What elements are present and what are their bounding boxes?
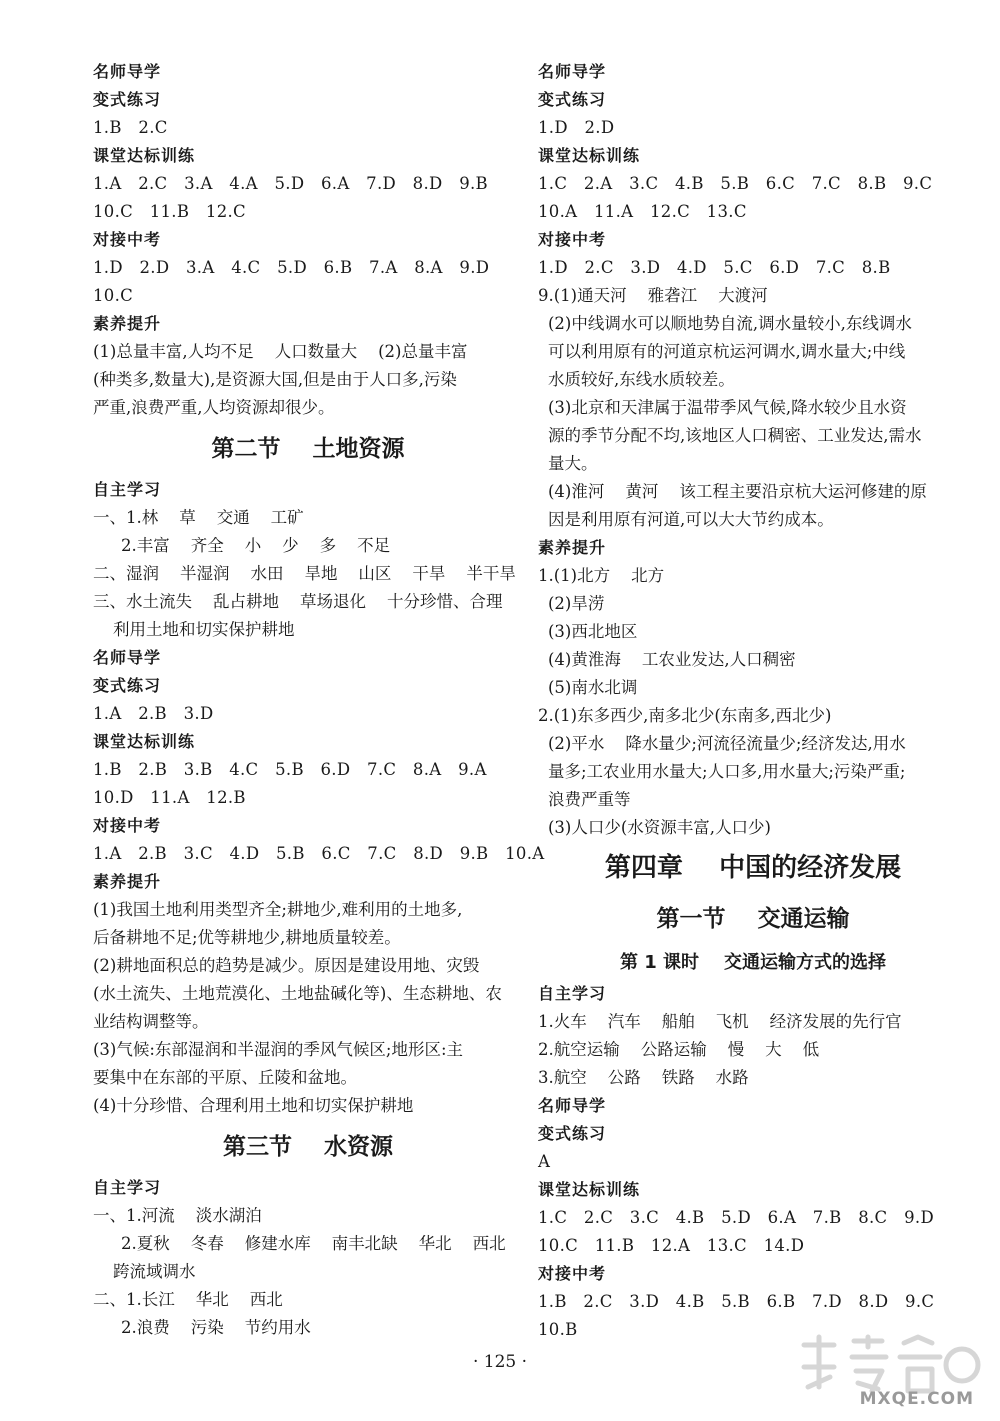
right-heading: 课堂达标训练 — [538, 146, 641, 165]
left-heading: 变式练习 — [93, 90, 162, 109]
right-column — [538, 58, 968, 1344]
left-text-line: (1)我国土地利用类型齐全;耕地少,难利用的土地多, — [93, 900, 463, 919]
right-chapter-title: 第四章 中国的经济发展 — [604, 853, 902, 883]
page-number: · 125 · — [472, 1352, 528, 1372]
right-text-line: 可以利用原有的河道京杭运河调水,调水量大;中线 — [548, 342, 906, 361]
left-text-line: (种类多,数量大),是资源大国,但是由于人口多,污染 — [93, 370, 457, 389]
right-text-line: 2.(1)东多西少,南多北少(东南多,西北少) — [538, 706, 832, 725]
right-answer-line: 1.B 2.C 3.D 4.B 5.B 6.B 7.D 8.D 9.C — [538, 1292, 935, 1311]
left-text-line: (1)总量丰富,人均不足 人口数量大 (2)总量丰富 — [93, 342, 468, 361]
right-text-line: (5)南水北调 — [548, 678, 638, 697]
left-answer-line: 10.C 11.B 12.C — [93, 202, 246, 221]
right-answer-line: 1.D 2.C 3.D 4.D 5.C 6.D 7.C 8.B — [538, 258, 891, 277]
right-text-line: 9.(1)通天河 雅砻江 大渡河 — [538, 286, 768, 305]
left-heading: 自主学习 — [93, 480, 162, 499]
left-heading: 素养提升 — [93, 872, 162, 891]
left-text-line: 严重,浪费严重,人均资源却很少。 — [93, 398, 335, 417]
left-answer-line: 1.A 2.B 3.C 4.D 5.B 6.C 7.C 8.D 9.B 10.A — [93, 844, 545, 863]
watermark-url: MXQE.COM — [859, 1389, 974, 1409]
right-heading: 素养提升 — [538, 538, 607, 557]
right-text-line: (2)旱涝 — [548, 594, 605, 613]
right-heading: 变式练习 — [538, 1124, 607, 1143]
right-answer-line: 1.C 2.A 3.C 4.B 5.B 6.C 7.C 8.B 9.C — [538, 174, 933, 193]
right-heading: 对接中考 — [538, 1264, 607, 1283]
right-text-line: 2.航空运输 公路运输 慢 大 低 — [538, 1040, 820, 1059]
right-heading: 变式练习 — [538, 90, 607, 109]
left-answer-line: 1.A 2.C 3.A 4.A 5.D 6.A 7.D 8.D 9.B — [93, 174, 488, 193]
left-answer-line: 1.D 2.D 3.A 4.C 5.D 6.B 7.A 8.A 9.D — [93, 258, 490, 277]
left-text-line: (水土流失、土地荒漠化、土地盐碱化等)、生态耕地、农 — [93, 984, 502, 1003]
left-text-line: (2)耕地面积总的趋势是减少。原因是建设用地、灾毁 — [93, 956, 480, 975]
left-text-line: 跨流域调水 — [113, 1262, 196, 1281]
left-text-line: (3)气候:东部湿润和半湿润的季风气候区;地形区:主 — [93, 1040, 464, 1059]
left-answer-line: 10.C — [93, 286, 134, 305]
right-heading: 名师导学 — [538, 62, 607, 81]
left-heading: 变式练习 — [93, 676, 162, 695]
right-answer-line: 10.A 11.A 12.C 13.C — [538, 202, 747, 221]
left-text-line: 利用土地和切实保护耕地 — [113, 620, 295, 639]
right-text-line: 3.航空 公路 铁路 水路 — [538, 1068, 749, 1087]
right-text-line: 量大。 — [548, 454, 598, 473]
left-heading: 名师导学 — [93, 648, 162, 667]
right-heading: 自主学习 — [538, 984, 607, 1003]
left-text-line: 二、1.长江 华北 西北 — [93, 1290, 283, 1309]
right-answer-line: 1.C 2.C 3.C 4.B 5.D 6.A 7.B 8.C 9.D — [538, 1208, 934, 1227]
right-heading: 名师导学 — [538, 1096, 607, 1115]
left-column — [93, 58, 545, 1342]
right-text-line: 因是利用原有河道,可以大大节约成本。 — [548, 510, 834, 529]
right-text-line: 浪费严重等 — [548, 790, 631, 809]
left-text-line: 二、湿润 半湿润 水田 旱地 山区 干旱 半干旱 — [93, 564, 516, 583]
right-text-line: 源的季节分配不均,该地区人口稠密、工业发达,需水 — [548, 426, 922, 445]
left-heading: 对接中考 — [93, 230, 162, 249]
left-text-line: 要集中在东部的平原、丘陵和盆地。 — [93, 1068, 357, 1087]
right-answer-line: 10.B — [538, 1320, 578, 1339]
left-heading: 对接中考 — [93, 816, 162, 835]
right-text-line: (4)淮河 黄河 该工程主要沿京杭大运河修建的原 — [548, 482, 927, 501]
right-answer-line: 1.D 2.D — [538, 118, 615, 137]
right-section-title: 第一节 交通运输 — [656, 906, 850, 932]
left-section-title: 第二节 土地资源 — [211, 436, 405, 462]
left-heading: 自主学习 — [93, 1178, 162, 1197]
right-text-line: 量多;工农业用水量大;人口多,用水量大;污染严重; — [548, 762, 906, 781]
left-answer-line: 1.B 2.B 3.B 4.C 5.B 6.D 7.C 8.A 9.A — [93, 760, 487, 779]
left-answer-line: 1.B 2.C — [93, 118, 168, 137]
left-text-line: 业结构调整等。 — [93, 1012, 209, 1031]
right-answer-line: 10.C 11.B 12.A 13.C 14.D — [538, 1236, 805, 1255]
right-text-line: (3)北京和天津属于温带季风气候,降水较少且水资 — [548, 398, 907, 417]
right-text-line: 1.火车 汽车 船舶 飞机 经济发展的先行官 — [538, 1012, 902, 1031]
left-text-line: (4)十分珍惜、合理利用土地和切实保护耕地 — [93, 1096, 414, 1115]
left-heading: 课堂达标训练 — [93, 146, 196, 165]
left-answer-line: 10.D 11.A 12.B — [93, 788, 246, 807]
left-text-line: 后备耕地不足;优等耕地少,耕地质量较差。 — [93, 928, 401, 947]
right-text-line: (2)平水 降水量少;河流径流量少;经济发达,用水 — [548, 734, 906, 753]
right-answer-line: A — [538, 1152, 551, 1171]
right-text-line: (3)人口少(水资源丰富,人口少) — [548, 818, 771, 837]
left-text-line: 三、水土流失 乱占耕地 草场退化 十分珍惜、合理 — [93, 592, 503, 611]
left-heading: 名师导学 — [93, 62, 162, 81]
left-text-line: 一、1.河流 淡水湖泊 — [93, 1206, 262, 1225]
right-text-line: (3)西北地区 — [548, 622, 638, 641]
right-text-line: 水质较好,东线水质较差。 — [548, 370, 735, 389]
left-text-line: 一、1.林 草 交通 工矿 — [93, 508, 304, 527]
left-section-title: 第三节 水资源 — [222, 1134, 394, 1160]
left-text-line: 2.丰富 齐全 小 少 多 不足 — [121, 536, 391, 555]
right-heading: 课堂达标训练 — [538, 1180, 641, 1199]
left-text-line: 2.浪费 污染 节约用水 — [121, 1318, 311, 1337]
left-text-line: 2.夏秋 冬春 修建水库 南丰北缺 华北 西北 — [121, 1234, 506, 1253]
right-text-line: 1.(1)北方 北方 — [538, 566, 665, 585]
right-text-line: (4)黄淮海 工农业发达,人口稠密 — [548, 650, 796, 669]
right-heading: 对接中考 — [538, 230, 607, 249]
right-text-line: (2)中线调水可以顺地势自流,调水量较小,东线调水 — [548, 314, 912, 333]
right-lesson-title: 第 1 课时 交通运输方式的选择 — [619, 952, 887, 973]
left-heading: 素养提升 — [93, 314, 162, 333]
left-heading: 课堂达标训练 — [93, 732, 196, 751]
left-answer-line: 1.A 2.B 3.D — [93, 704, 214, 723]
